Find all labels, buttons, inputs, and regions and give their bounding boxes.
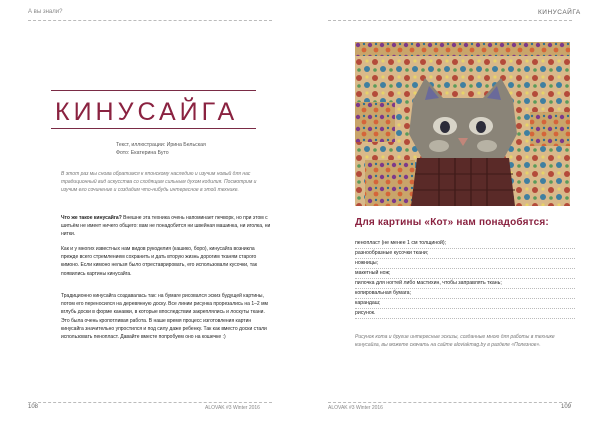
paragraph-2: Как и у многих известных нам видов рукоделия (кашико, боро), кинусайга возникла прежде всего стремлением сохранить и дать вторую жизнь дорогим тканям старого кимоно. Если кимоно нельзя было отреставрировать, его использовали кусочки, так появились картины кинусайга. (61, 246, 258, 277)
section-label: КИНУСАЙГА (538, 9, 581, 16)
materials-note: Рисунок кота и другие интересные эскизы, созданные мною для работы в технике кинусайга, вы можете скачать на сайте aloviakmag.by в разделе «Полезное». (355, 334, 555, 348)
paragraph-1-lead: Что же такое кинусайга? (61, 215, 122, 221)
footer-divider (28, 402, 272, 403)
article-credits (116, 141, 206, 157)
list-item: разнообразные кусочки ткани; (355, 249, 575, 259)
title-rule-top (51, 90, 256, 91)
materials-heading: Для картины «Кот» нам понадобятся: (355, 217, 549, 228)
materials-list (355, 239, 575, 319)
paragraph-1-text: Внешне эта техника очень напоминает печворк, но при этом с шитьём не имеет ничего общего: вам не понадобится ни швейная машинка, ни иголка, ни нитки. (61, 215, 271, 238)
header-divider (328, 20, 572, 21)
list-item: ножницы; (355, 259, 575, 269)
list-item: рисунок. (355, 309, 575, 319)
issue-label-right: ALOVAK #3 Winter 2016 (328, 405, 383, 411)
list-item: макетный нож; (355, 269, 575, 279)
paragraph-1 (61, 214, 272, 239)
page-number-left: 108 (28, 404, 39, 410)
article-intro: В этот раз мы снова обратимся к японскому наследию и изучим новый для нас традиционный вид искусства со сходящим сильным духом кодилия. Посмотрим и изучим его сочинение и создадим что-нибудь интересное в этой технике. (61, 171, 257, 194)
list-item: копировальная бумага; (355, 289, 575, 299)
page-number-right: 109 (561, 404, 572, 410)
list-item: карандаш; (355, 299, 575, 309)
list-item: пилочка для ногтей либо мастихин, чтобы заправлять ткань; (355, 279, 575, 289)
cat-artwork-image (355, 42, 570, 206)
list-item: пенопласт (не менее 1 см толщиной); (355, 239, 575, 249)
section-label: А вы знали? (28, 9, 63, 15)
issue-label-left: ALOVAK #3 Winter 2016 (205, 405, 260, 411)
footer-divider (328, 402, 572, 403)
credit-text: Текст, иллюстрации: Ирина Бельская (116, 142, 206, 148)
article-title: КИНУСАЙГА (55, 98, 239, 126)
header-divider (28, 20, 272, 21)
paragraph-3: Традиционно кинусайга создавалась так: на бумаге рисовался эскиз будущей картины, потом его переносился на деревянную доску. Все линии рисунка прорезались на 1–2 мм вглубь доски в форме канавки, в которые впоследствии закреплялись и лоскуты ткани. Это была очень кропотливая работа. В наше время процесс изготовления картин кинусайга значительно упростился и под силу даже ребенку. Так как вместо доски стали использовать пенопласт. Давайте вместе попробуем оно на кошечке :) (61, 293, 268, 341)
title-rule-bottom (51, 128, 256, 129)
credit-photo: Фото: Екатерина Буто (116, 150, 169, 156)
